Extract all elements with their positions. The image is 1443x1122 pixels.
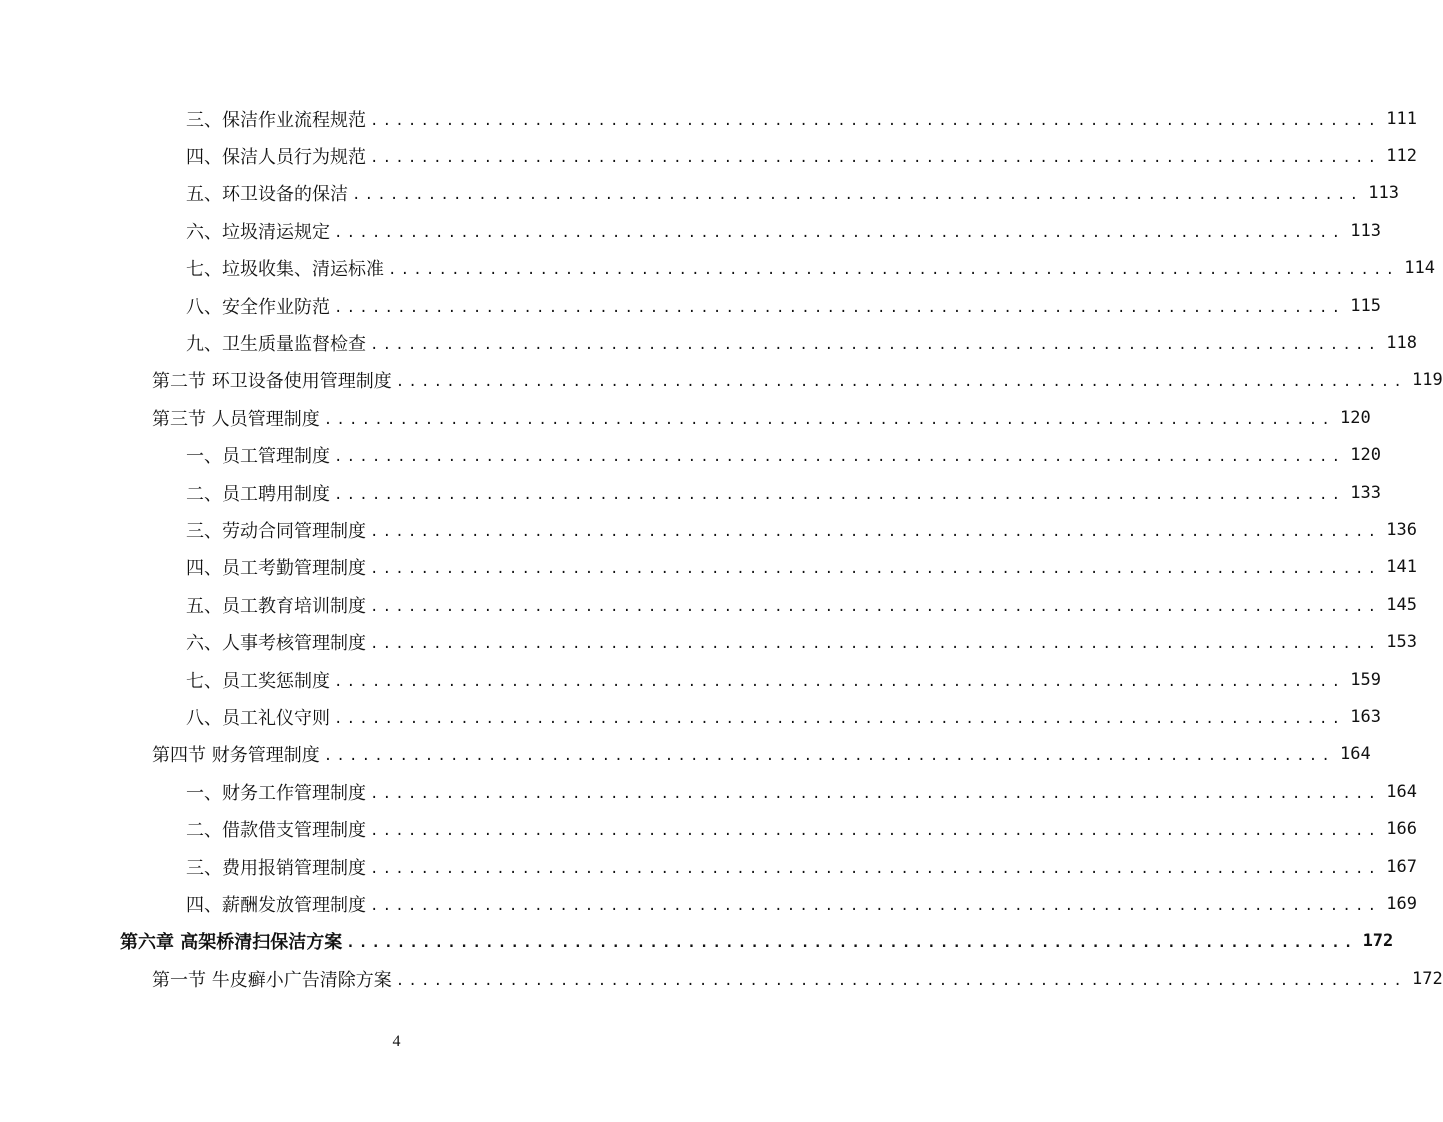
toc-entry-item[interactable] <box>0 474 1382 511</box>
toc-entry-page-number: 111 <box>1386 108 1418 129</box>
toc-entry-item[interactable] <box>0 586 1418 623</box>
toc-entry-page-number: 141 <box>1386 557 1418 578</box>
toc-entry-title: 二、借款借支管理制度 <box>186 820 366 842</box>
toc-entry-section[interactable] <box>0 399 1371 436</box>
toc-entry-page-number: 163 <box>1350 706 1382 727</box>
toc-dot-leader: ................................................................................ <box>352 187 1363 204</box>
toc-dot-leader: ................................................................................ <box>334 710 1345 727</box>
toc-dot-leader: ................................................................................ <box>388 262 1399 279</box>
toc-entry-title: 一、财务工作管理制度 <box>186 782 366 804</box>
toc-entry-title: 第一节 牛皮癣小广告清除方案 <box>152 969 392 991</box>
toc-entry-item[interactable] <box>0 661 1382 698</box>
toc-entry-page-number: 166 <box>1386 819 1418 840</box>
toc-entry-page-number: 159 <box>1350 669 1382 690</box>
toc-entry-page-number: 164 <box>1386 781 1418 802</box>
toc-entry-page-number: 113 <box>1368 183 1400 204</box>
toc-entry-title: 七、垃圾收集、清运标准 <box>186 259 384 281</box>
toc-entry-section[interactable] <box>0 362 1443 399</box>
toc-entry-page-number: 120 <box>1350 445 1382 466</box>
toc-entry-page-number: 172 <box>1412 968 1443 989</box>
toc-entry-section[interactable] <box>0 736 1371 773</box>
toc-dot-leader: ................................................................................ <box>370 598 1381 615</box>
toc-dot-leader: ................................................................................ <box>370 112 1381 129</box>
toc-entry-item[interactable] <box>0 698 1382 735</box>
toc-dot-leader: ................................................................................ <box>346 935 1357 952</box>
toc-dot-leader: ................................................................................ <box>370 785 1381 802</box>
toc-dot-leader: ................................................................................ <box>370 897 1381 914</box>
toc-entry-item[interactable] <box>0 773 1418 810</box>
toc-dot-leader: ................................................................................ <box>395 374 1407 391</box>
toc-entry-item[interactable] <box>0 623 1418 660</box>
toc-dot-leader: ................................................................................ <box>334 486 1345 503</box>
toc-entry-item[interactable] <box>0 511 1418 548</box>
toc-entry-title: 第二节 环卫设备使用管理制度 <box>152 371 392 393</box>
toc-entry-title: 六、人事考核管理制度 <box>186 633 366 655</box>
toc-entry-title: 五、环卫设备的保洁 <box>186 184 348 206</box>
toc-entry-item[interactable] <box>0 250 1436 287</box>
toc-entry-page-number: 133 <box>1350 482 1382 503</box>
toc-entry-page-number: 113 <box>1350 220 1382 241</box>
toc-entry-page-number: 167 <box>1386 856 1418 877</box>
toc-entry-title: 四、保洁人员行为规范 <box>186 147 366 169</box>
toc-entry-page-number: 119 <box>1412 370 1443 391</box>
toc-entry-title: 一、员工管理制度 <box>186 446 330 468</box>
toc-entry-title: 七、员工奖惩制度 <box>186 670 330 692</box>
toc-entry-chapter[interactable] <box>0 923 1394 960</box>
toc-entry-title: 八、安全作业防范 <box>186 296 330 318</box>
toc-entry-page-number: 114 <box>1404 258 1436 279</box>
toc-entry-item[interactable] <box>0 100 1418 137</box>
toc-entry-title: 九、卫生质量监督检查 <box>186 334 366 356</box>
toc-entry-page-number: 112 <box>1386 146 1418 167</box>
toc-dot-leader: ................................................................................ <box>395 972 1407 989</box>
toc-entry-title: 五、员工教育培训制度 <box>186 595 366 617</box>
toc-entry-item[interactable] <box>0 324 1418 361</box>
toc-dot-leader: ................................................................................ <box>370 150 1381 167</box>
toc-dot-leader: ................................................................................ <box>323 411 1335 428</box>
toc-entry-item[interactable] <box>0 175 1400 212</box>
toc-entry-title: 三、劳动合同管理制度 <box>186 520 366 542</box>
toc-dot-leader: ................................................................................ <box>370 523 1381 540</box>
toc-entry-item[interactable] <box>0 287 1382 324</box>
page-number: 4 <box>392 1033 401 1050</box>
toc-dot-leader: ................................................................................ <box>370 561 1381 578</box>
toc-entry-page-number: 145 <box>1386 594 1418 615</box>
toc-entry-page-number: 153 <box>1386 632 1418 653</box>
toc-entry-page-number: 136 <box>1386 519 1418 540</box>
toc-dot-leader: ................................................................................ <box>370 860 1381 877</box>
toc-entry-page-number: 169 <box>1386 893 1418 914</box>
toc-dot-leader: ................................................................................ <box>334 449 1345 466</box>
table-of-contents <box>0 100 1443 997</box>
toc-dot-leader: ................................................................................ <box>370 337 1381 354</box>
toc-entry-title: 三、费用报销管理制度 <box>186 857 366 879</box>
toc-entry-title: 四、员工考勤管理制度 <box>186 558 366 580</box>
toc-dot-leader: ................................................................................ <box>370 823 1381 840</box>
toc-entry-page-number: 120 <box>1340 407 1371 428</box>
toc-entry-page-number: 118 <box>1386 333 1418 354</box>
toc-dot-leader: ................................................................................ <box>334 673 1345 690</box>
toc-dot-leader: ................................................................................ <box>334 224 1345 241</box>
toc-entry-page-number: 164 <box>1340 744 1371 765</box>
toc-entry-item[interactable] <box>0 885 1418 922</box>
toc-entry-title: 三、保洁作业流程规范 <box>186 109 366 131</box>
toc-dot-leader: ................................................................................ <box>334 299 1345 316</box>
toc-dot-leader: ................................................................................ <box>323 748 1335 765</box>
toc-entry-title: 六、垃圾清运规定 <box>186 221 330 243</box>
toc-entry-item[interactable] <box>0 437 1382 474</box>
toc-entry-page-number: 115 <box>1350 295 1382 316</box>
toc-entry-title: 第四节 财务管理制度 <box>152 745 320 767</box>
toc-entry-item[interactable] <box>0 212 1382 249</box>
toc-dot-leader: ................................................................................ <box>370 636 1381 653</box>
toc-entry-item[interactable] <box>0 137 1418 174</box>
toc-entry-item[interactable] <box>0 549 1418 586</box>
toc-entry-title: 四、薪酬发放管理制度 <box>186 894 366 916</box>
toc-entry-page-number: 172 <box>1362 931 1394 952</box>
toc-entry-item[interactable] <box>0 848 1418 885</box>
toc-entry-title: 第六章 高架桥清扫保洁方案 <box>120 932 343 954</box>
toc-entry-item[interactable] <box>0 810 1418 847</box>
toc-entry-title: 第三节 人员管理制度 <box>152 408 320 430</box>
toc-entry-title: 二、员工聘用制度 <box>186 483 330 505</box>
toc-entry-title: 八、员工礼仪守则 <box>186 707 330 729</box>
toc-entry-section[interactable] <box>0 960 1443 997</box>
